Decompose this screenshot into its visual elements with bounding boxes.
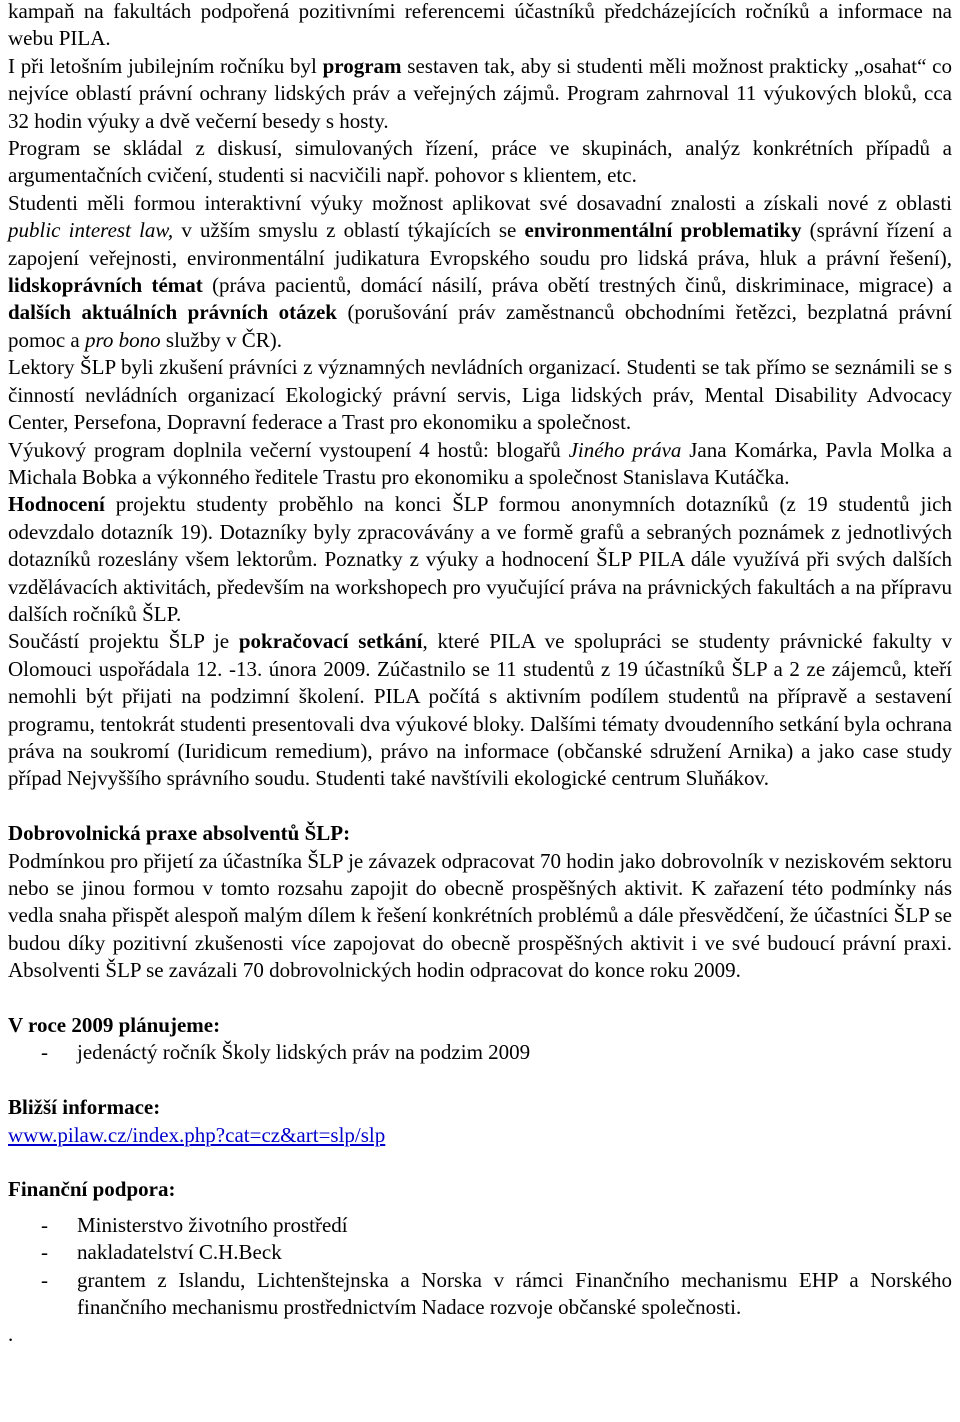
paragraph-evaluation	[8, 491, 952, 628]
list-item: - jedenáctý ročník Školy lidských práv na podzim 2009	[8, 1039, 952, 1066]
bold-run: lidskoprávních témat	[8, 273, 203, 298]
text-run: Výukový program doplnila večerní vystoupení 4 hostů: blogařů	[8, 437, 569, 462]
info-link-line	[8, 1122, 952, 1149]
paragraph-follow-up	[8, 628, 952, 792]
paragraph-program-structure: Program se skládal z diskusí, simulovaných řízení, práce ve skupinách, analýz konkrétních případů a argumentačních cvičení, studenti si nacvičili např. pohovor s klientem, etc.	[8, 136, 952, 188]
spacer	[8, 1204, 952, 1212]
spacer	[8, 793, 952, 820]
bold-run: pokračovací setkání	[238, 629, 423, 654]
paragraph-volunteer-practice: Podmínkou pro přijetí za účastníka ŠLP je závazek odpracovat 70 hodin jako dobrovolník v neziskovém sektoru nebo se jinou formou v tomto rozsahu zapojit do obecně prospěšných aktivit. K zařazení této podmínky nás vedla snaha přispět alespoň malým dílem k řešení konkrétních problémů a dále přesvědčení, že účastníci ŠLP se budou díky pozitivní zkušenosti více zapojovat do obecně prospěšných aktivit i ve své budoucí právní praxi. Absolventi ŠLP se zavázali 70 dobrovolnických hodin odpracovat do konce roku 2009.	[8, 848, 952, 983]
paragraph-lecturers: Lektory ŠLP byli zkušení právníci z významných nevládních organizací. Studenti se tak přímo se seznámili se s činností nevládních organizací Ekologický právní servis, Liga lidských práv, Mental Disability Advocacy Center, Persefona, Dopravní federace a Trast pro ekonomiku a společnost.	[8, 355, 952, 435]
text-run: služby v ČR).	[160, 327, 282, 352]
text-run: Studenti měli formou interaktivní výuky možnost aplikovat své dosavadní znalosti a získali nové z oblasti	[8, 190, 952, 215]
funding-list	[8, 1212, 952, 1322]
heading-financial-support: Finanční podpora:	[8, 1177, 176, 1202]
heading-more-info: Bližší informace:	[8, 1095, 161, 1120]
trailing-dot: .	[8, 1322, 14, 1347]
paragraph-guests	[8, 437, 952, 492]
bold-run: Hodnocení	[8, 492, 105, 517]
text-run: projektu studenty proběhlo na konci ŠLP formou anonymních dotazníků (z 19 studentů jich odevzdalo dotazník 19). Dotazníky byly zpracovávány a ve formě grafů a sebraných poznámek z jednotlivých dotazníků rozeslány všem lektorům. Poznatky z výuky a hodnocení ŠLP PILA dále využívá při svých dalších vzdělávacích aktivitách, především na workshopech pro vyučující práva na právnických fakultách a na přípravu dalších ročníků ŠLP.	[8, 492, 952, 626]
text-run: (porušování práv zaměstnanců obchodními řetězci, bezplatná právní pomoc a	[8, 300, 952, 352]
text-run: (správní řízení a zapojení veřejnosti, environmentální judikatura Evropského soudu pro lidská práva, hluk a právní řešení),	[8, 218, 952, 270]
text-run: I při letošním jubilejním ročníku byl	[8, 53, 323, 78]
paragraph-program	[8, 53, 952, 135]
list-item: - grantem z Islandu, Lichtenštejnska a Norska v rámci Finančního mechanismu EHP a Norského finančního mechanismu prostřednictvím Nadace rozvoje občanské společnosti.	[8, 1267, 952, 1322]
text-run: , které PILA ve spolupráci se studenty právnické fakulty v Olomouci uspořádala 12. -13. února 2009. Zúčastnilo se 11 studentů z 19 účastníků ŠLP a 2 ze zájemců, kteří nemohli být přijati na podzimní školení. PILA počítá s aktivním podílem studentů na přípravě a sestavení programu, tentokrát studenti presentovali dva výukové bloky. Dalšími tématy dvoudenního setkání byla ochrana práva na soukromí (Iuridicum remedium), právo na informace (občanské sdružení Arnika) a jako case study případ Nejvyššího správního soudu. Studenti také navštívili ekologické centrum Sluňákov.	[8, 629, 952, 791]
text-run: (práva pacientů, domácí násilí, práva obětí trestných činů, diskriminace, migrace) a	[202, 273, 953, 298]
text-run: Jana Komárka, Pavla Molka a Michala Bobka a výkonného ředitele Trastu pro ekonomiku a společnost Stanislava Kutáčka.	[8, 437, 952, 489]
plans-list	[8, 1039, 952, 1066]
heading-volunteer-practice: Dobrovolnická praxe absolventů ŠLP:	[8, 821, 351, 846]
spacer	[8, 1149, 952, 1176]
bold-run: environmentální problematiky	[524, 218, 802, 243]
paragraph-topics	[8, 190, 952, 354]
text-run: v užším smyslu z oblastí týkajících se	[173, 218, 525, 243]
list-item: - nakladatelství C.H.Beck	[8, 1239, 952, 1266]
paragraph-campaign: kampaň na fakultách podpořená pozitivními referencemi účastníků předcházejících ročníků a informace na webu PILA.	[8, 0, 952, 51]
spacer	[8, 985, 952, 1012]
text-run: Součástí projektu ŠLP je	[8, 629, 239, 654]
heading-plans-2009: V roce 2009 plánujeme:	[8, 1013, 221, 1037]
italic-run: pro bono	[84, 327, 161, 352]
list-item: - Ministerstvo životního prostředí	[8, 1212, 952, 1239]
bold-run: program	[322, 53, 402, 78]
text-run: sestaven tak, aby si studenti měli možnost prakticky „osahat“ co nejvíce oblastí právní ochrany lidských práv a veřejných zájmů. Program zahrnoval 11 výukových bloků, cca 32 hodin výuky a dvě večerní besedy s hosty.	[8, 53, 952, 133]
italic-run: Jiného práva	[568, 437, 682, 462]
spacer	[8, 1067, 952, 1094]
bold-run: dalších aktuálních právních otázek	[8, 300, 337, 325]
italic-run: public interest law,	[8, 218, 174, 243]
website-link[interactable]: www.pilaw.cz/index.php?cat=cz&art=slp/slp	[8, 1122, 386, 1147]
